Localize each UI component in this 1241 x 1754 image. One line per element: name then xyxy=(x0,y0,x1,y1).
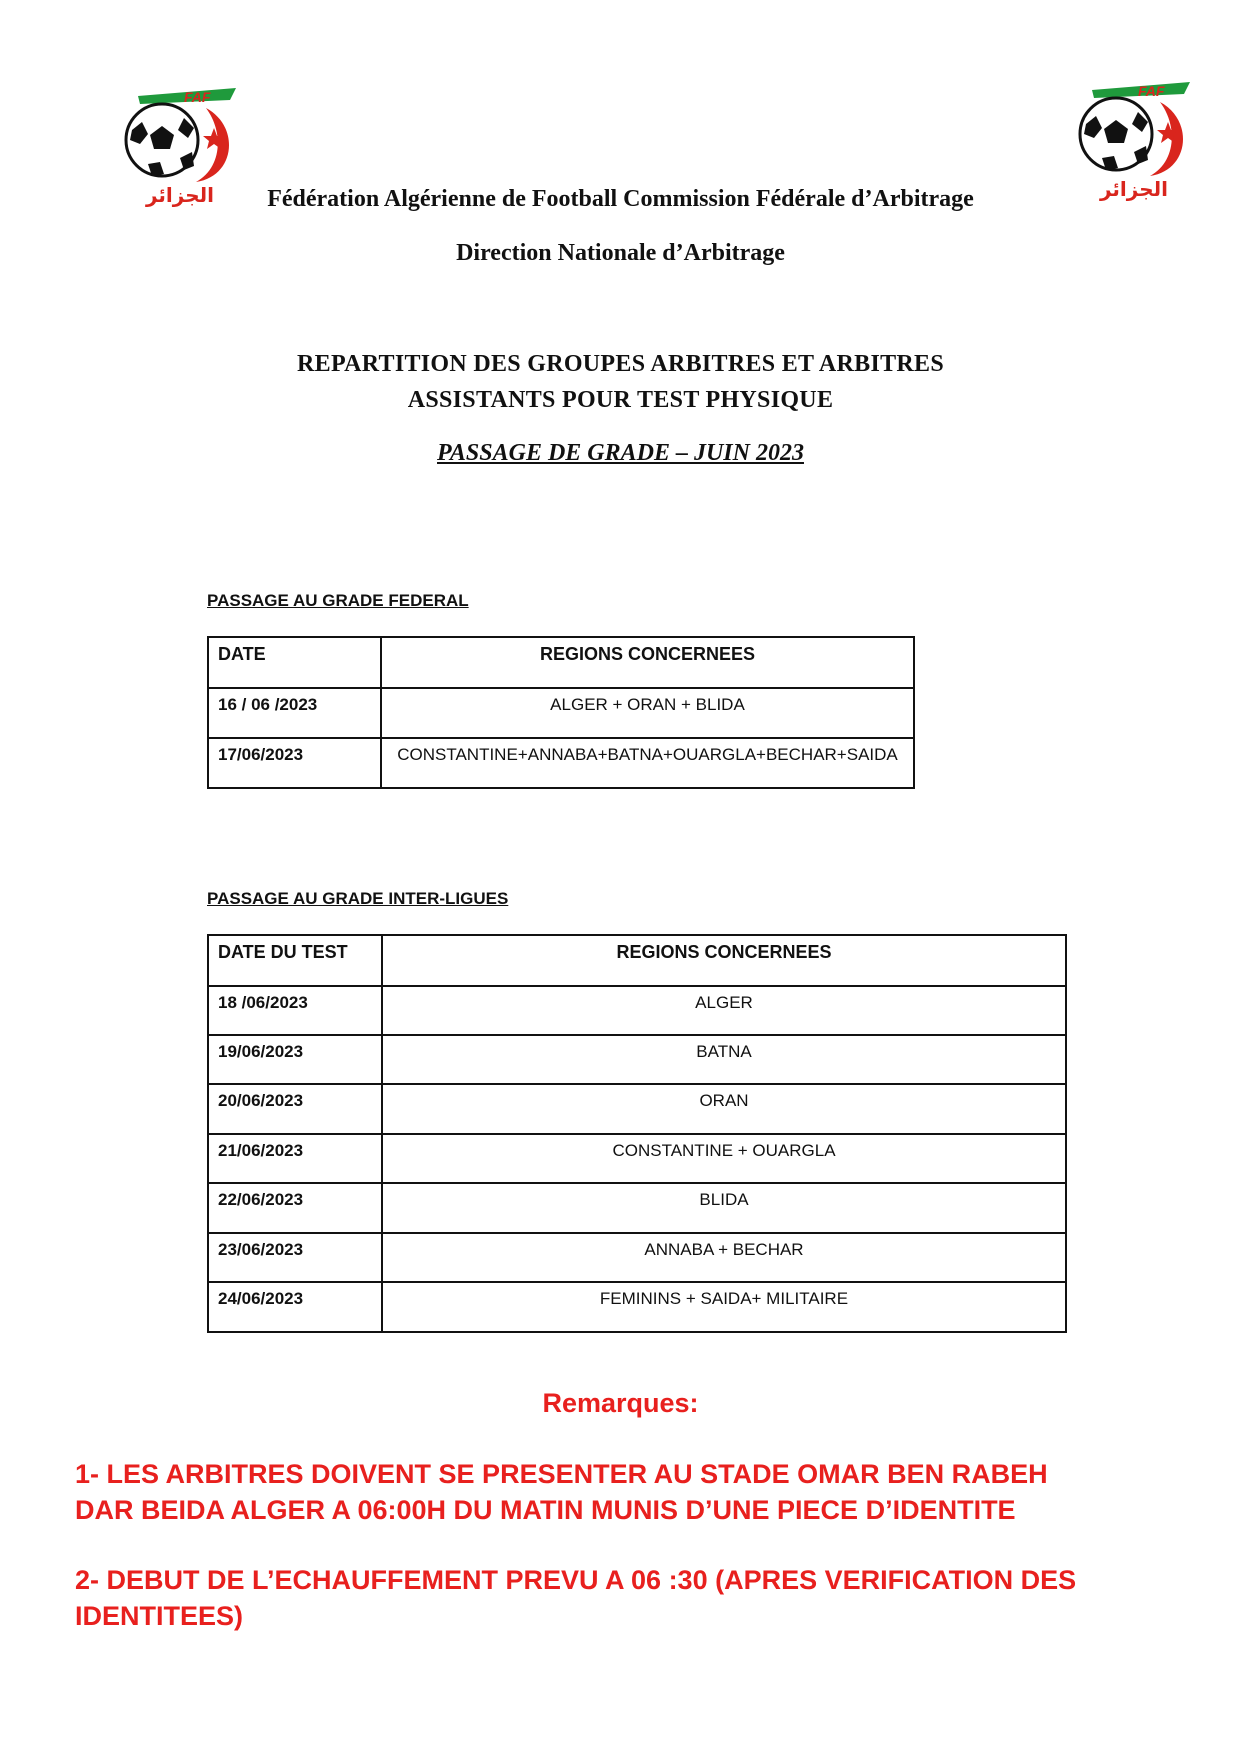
regions-cell: FEMININS + SAIDA+ MILITAIRE xyxy=(382,1282,1066,1332)
table-row xyxy=(208,1233,1066,1282)
table-header-row xyxy=(208,637,914,688)
column-header-regions: REGIONS CONCERNEES xyxy=(382,935,1066,986)
document-title-line-2: ASSISTANTS POUR TEST PHYSIQUE xyxy=(407,387,834,413)
regions-cell: ALGER xyxy=(382,986,1066,1035)
table-row xyxy=(208,986,1066,1035)
svg-text:FAF: FAF xyxy=(184,89,211,105)
column-header-date: DATE xyxy=(208,637,381,688)
faf-emblem xyxy=(1080,82,1190,176)
federal-section-label: PASSAGE AU GRADE FEDERAL xyxy=(207,591,469,610)
remark-2: 2- DEBUT DE L’ECHAUFFEMENT PREVU A 06 :30 (APRES VERIFICATION DES IDENTITEES) xyxy=(75,1565,1077,1631)
remark-1: 1- LES ARBITRES DOIVENT SE PRESENTER AU STADE OMAR BEN RABEH DAR BEIDA ALGER A 06:00H DU MATIN MUNIS D’UNE PIECE D’IDENTITE xyxy=(75,1459,1048,1525)
table-row xyxy=(208,738,914,788)
regions-cell: ALGER + ORAN + BLIDA xyxy=(381,688,914,738)
remarks-title: Remarques: xyxy=(542,1388,699,1418)
regions-cell: ANNABA + BECHAR xyxy=(382,1233,1066,1282)
date-cell: 18 /06/2023 xyxy=(208,986,382,1035)
column-header-regions: REGIONS CONCERNEES xyxy=(381,637,914,688)
date-cell: 23/06/2023 xyxy=(208,1233,382,1282)
logo-arabic-text: الجزائر xyxy=(1099,177,1169,201)
date-cell: 17/06/2023 xyxy=(208,738,381,788)
interligues-schedule-table xyxy=(207,934,1067,1333)
faf-emblem xyxy=(126,88,236,182)
regions-cell: BATNA xyxy=(382,1035,1066,1084)
table-row xyxy=(208,1084,1066,1134)
table-row xyxy=(208,1282,1066,1332)
document-subtitle: PASSAGE DE GRADE – JUIN 2023 xyxy=(437,440,804,466)
date-cell: 19/06/2023 xyxy=(208,1035,382,1084)
date-cell: 16 / 06 /2023 xyxy=(208,688,381,738)
table-row xyxy=(208,1035,1066,1084)
federal-schedule-table xyxy=(207,636,915,789)
table-header-row xyxy=(208,935,1066,986)
faf-logo-right-icon xyxy=(1072,72,1197,202)
table-row xyxy=(208,688,914,738)
logo-arabic-text: الجزائر xyxy=(145,183,215,207)
document-title-line-1: REPARTITION DES GROUPES ARBITRES ET ARBITRES xyxy=(297,351,944,377)
table-row xyxy=(208,1183,1066,1233)
direction-name: Direction Nationale d’Arbitrage xyxy=(456,240,785,266)
regions-cell: BLIDA xyxy=(382,1183,1066,1233)
svg-text:FAF: FAF xyxy=(1138,83,1165,99)
date-cell: 22/06/2023 xyxy=(208,1183,382,1233)
column-header-date: DATE DU TEST xyxy=(208,935,382,986)
table-row xyxy=(208,1134,1066,1183)
organization-name: Fédération Algérienne de Football Commission Fédérale d’Arbitrage xyxy=(267,186,974,212)
regions-cell: CONSTANTINE + OUARGLA xyxy=(382,1134,1066,1183)
date-cell: 24/06/2023 xyxy=(208,1282,382,1332)
regions-cell: ORAN xyxy=(382,1084,1066,1134)
date-cell: 21/06/2023 xyxy=(208,1134,382,1183)
interligues-section-label: PASSAGE AU GRADE INTER-LIGUES xyxy=(207,889,509,908)
regions-cell: CONSTANTINE+ANNABA+BATNA+OUARGLA+BECHAR+SAIDA xyxy=(381,738,914,788)
date-cell: 20/06/2023 xyxy=(208,1084,382,1134)
